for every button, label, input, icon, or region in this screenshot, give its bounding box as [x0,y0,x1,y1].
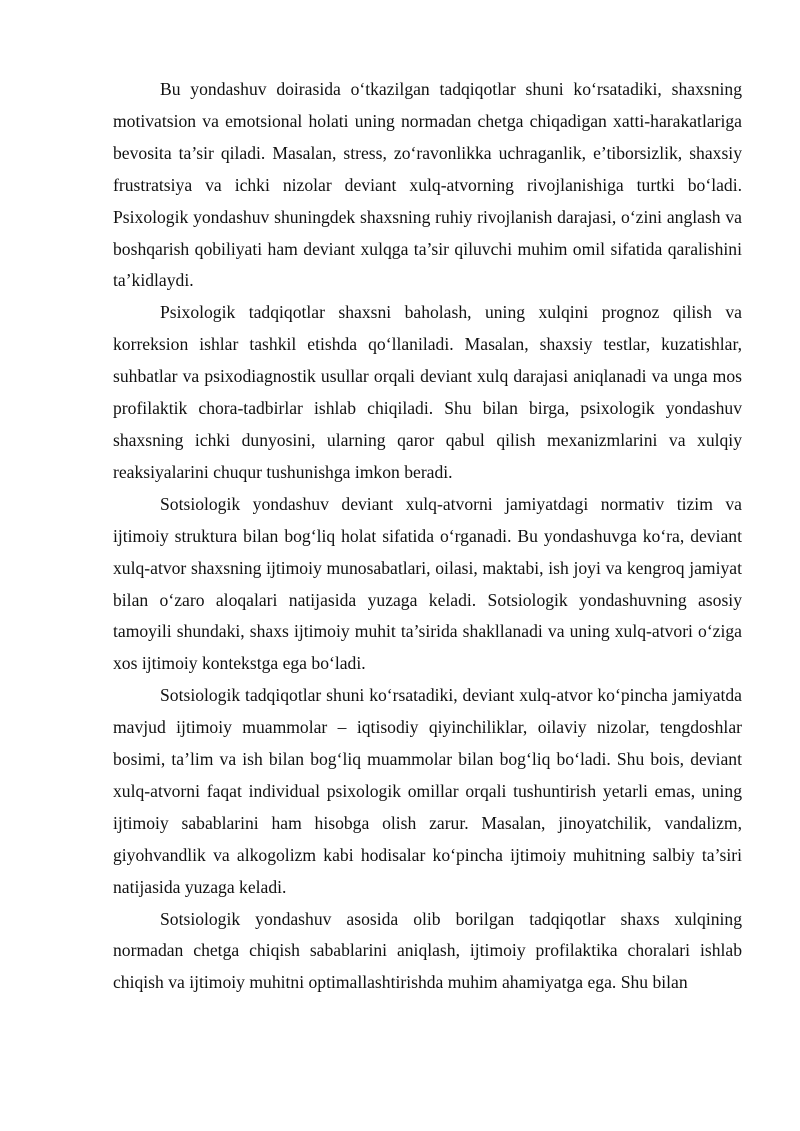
paragraph: Bu yondashuv doirasida o‘tkazilgan tadqiqotlar shuni ko‘rsatadiki, shaxsning motivatsion va emotsional holati uning normadan chetga chiqadigan xatti-harakatlariga bevosita ta’sir qiladi. Masalan, stress, zo‘ravonlikka uchraganlik, e’tiborsizlik, shaxsiy frustratsiya va ichki nizolar deviant xulq-atvorning rivojlanishiga turtki bo‘ladi. Psixologik yondashuv shuningdek shaxsning ruhiy rivojlanish darajasi, o‘zini anglash va boshqarish qobiliyati ham deviant xulqga ta’sir qiluvchi muhim omil sifatida qaralishini ta’kidlaydi. [113,79,742,291]
paragraph: Sotsiologik yondashuv deviant xulq-atvorni jamiyatdagi normativ tizim va ijtimoiy struktura bilan bog‘liq holat sifatida o‘rganadi. Bu yondashuvga ko‘ra, deviant xulq-atvor shaxsning ijtimoiy munosabatlari, oilasi, maktabi, ish joyi va kengroq jamiyat bilan o‘zaro aloqalari natijasida yuzaga keladi. Sotsiologik yondashuvning asosiy tamoyili shundaki, shaxs ijtimoiy muhit ta’sirida shakllanadi va uning xulq-atvori o‘ziga xos ijtimoiy kontekstga ega bo‘ladi. [113,493,742,674]
paragraph: Sotsiologik tadqiqotlar shuni ko‘rsatadiki, deviant xulq-atvor ko‘pincha jamiyatda mavjud ijtimoiy muammolar – iqtisodiy qiyinchiliklar, oilaviy nizolar, tengdoshlar bosimi, ta’lim va ish bilan bog‘liq muammolar bilan bog‘liq bo‘ladi. Shu bois, deviant xulq-atvorni faqat individual psixologik omillar orqali tushuntirish yetarli emas, uning ijtimoiy sabablarini ham hisobga olish zarur. Masalan, jinoyatchilik, vandalizm, giyohvandlik va alkogolizm kabi hodisalar ko‘pincha ijtimoiy muhitning salbiy ta’siri natijasida yuzaga keladi. [113,685,742,897]
paragraph: Psixologik tadqiqotlar shaxsni baholash, uning xulqini prognoz qilish va korreksion ishlar tashkil etishda qo‘llaniladi. Masalan, shaxsiy testlar, kuzatishlar, suhbatlar va psixodiagnostik usullar orqali deviant xulq darajasi aniqlanadi va unga mos profilaktik chora-tadbirlar ishlab chiqiladi. Shu bilan birga, psixologik yondashuv shaxsning ichki dunyosini, ularning qaror qabul qilish mexanizmlarini va xulqiy reaksiyalarini chuqur tushunishga imkon beradi. [113,302,742,482]
document-body [113,74,742,999]
paragraph: Sotsiologik yondashuv asosida olib borilgan tadqiqotlar shaxs xulqining normadan chetga chiqish sabablarini aniqlash, ijtimoiy profilaktika choralari ishlab chiqish va ijtimoiy muhitni optimallashtirishda muhim ahamiyatga ega. Shu bilan [113,908,742,993]
